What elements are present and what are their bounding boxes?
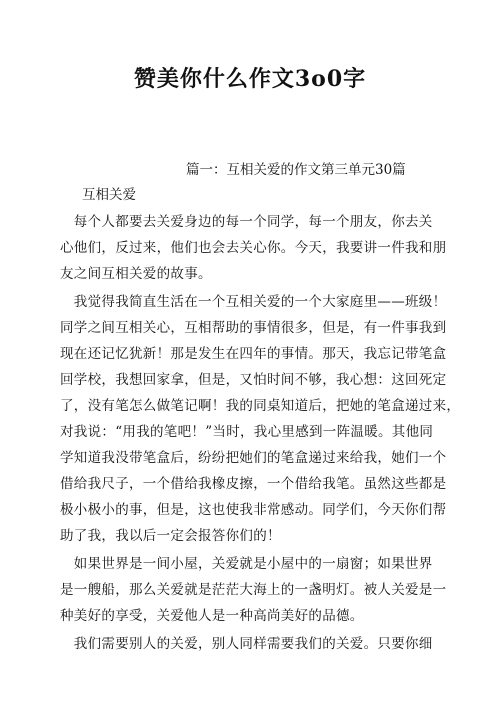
text-line: 种美好的享受，关爱他人是一种高尚美好的品德。 — [60, 608, 364, 624]
text-line: 助了我，我以后一定会报答你们的！ — [60, 528, 281, 544]
text-line: 现在还记忆犹新！那是发生在四年的事情。那天，我忘记带笔盒 — [60, 346, 447, 362]
text-line: 心他们，反过来，他们也会去关心你。今天，我要讲一件我和朋 — [60, 240, 447, 256]
text-line: 借给我尺子，一个借给我橡皮擦，一个借给我笔。虽然这些都是 — [60, 476, 447, 492]
text-line: 每个人都要去关爱身边的每一个同学，每一个朋友，你去关 — [60, 214, 433, 230]
essay-subheading: 互相关爱 — [82, 187, 136, 203]
text-line: 同学之间互相关心，互相帮助的事情很多，但是，有一件事我到 — [60, 320, 447, 336]
text-line: 极小极小的事，但是，这也使我非常感动。同学们，今天你们帮 — [60, 502, 447, 518]
text-line: 我觉得我简直生活在一个互相关爱的一个大家庭里——班级！ — [60, 294, 447, 310]
text-line: 回学校，我想回家拿，但是，又怕时间不够，我心想：这回死定 — [60, 372, 447, 388]
text-line: 对我说：“用我的笔吧！”当时，我心里感到一阵温暖。其他同 — [60, 424, 434, 440]
text-line: 友之间互相关爱的故事。 — [60, 266, 212, 282]
text-line: 学知道我没带笔盒后，纷纷把她们的笔盒递过来给我，她们一个 — [60, 450, 447, 466]
text-line: 我们需要别人的关爱，别人同样需要我们的关爱。只要你细 — [60, 636, 433, 652]
text-line: 了，没有笔怎么做笔记啊！我的同桌知道后，把她的笔盒递过来， — [60, 398, 461, 414]
section-heading: 篇一：互相关爱的作文第三单元30篇 — [186, 162, 406, 178]
text-line: 是一艘船，那么关爱就是茫茫大海上的一盏明灯。被人关爱是一 — [60, 582, 447, 598]
text-line: 如果世界是一间小屋，关爱就是小屋中的一扇窗；如果世界 — [60, 556, 433, 572]
document-title: 赞美你什么作文3o0字 — [133, 66, 367, 92]
